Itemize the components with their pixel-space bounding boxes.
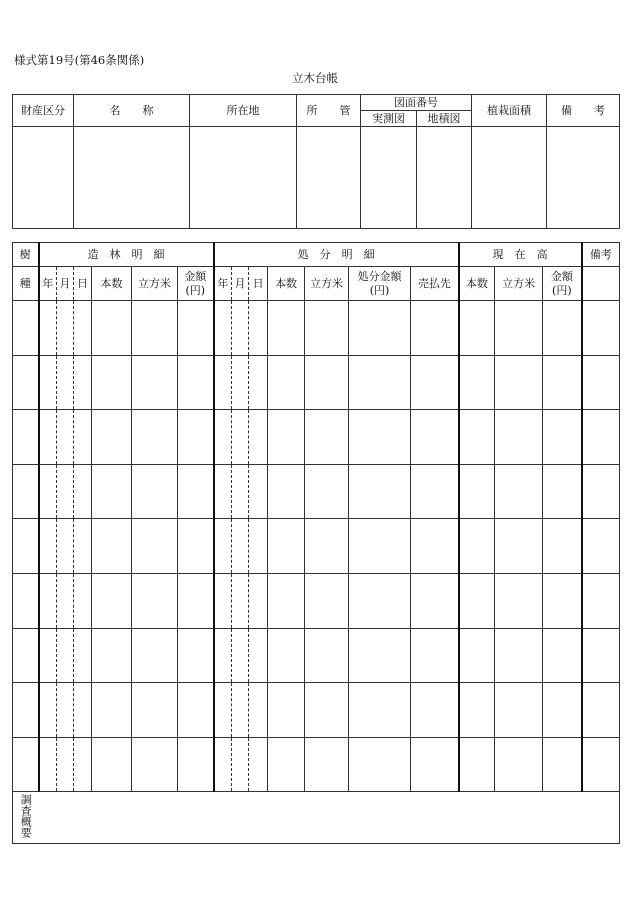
ledger-cell[interactable] (582, 519, 620, 574)
ledger-cell[interactable] (132, 410, 178, 465)
ledger-cell[interactable] (178, 464, 214, 519)
ledger-cell[interactable] (411, 683, 459, 738)
ledger-cell[interactable] (582, 737, 620, 792)
ledger-cell[interactable] (178, 683, 214, 738)
ledger-cell[interactable] (214, 737, 232, 792)
ledger-cell[interactable] (13, 355, 39, 410)
ledger-cell[interactable] (543, 628, 582, 683)
ledger-cell[interactable] (582, 683, 620, 738)
cell-remarks[interactable] (547, 127, 620, 229)
ledger-cell[interactable] (13, 683, 39, 738)
header-year: 年 (39, 267, 57, 301)
header-tree-type: 樹 (13, 243, 39, 267)
ledger-cell[interactable] (39, 573, 57, 628)
ledger-cell[interactable] (57, 301, 74, 356)
ledger-cell[interactable] (57, 519, 74, 574)
table-row (13, 573, 620, 628)
header-map-number: 図面番号 (361, 95, 472, 111)
ledger-cell[interactable] (495, 355, 543, 410)
header-amount: 金額 (円) (543, 267, 582, 301)
ledger-cell[interactable] (582, 355, 620, 410)
header-year: 年 (214, 267, 232, 301)
ledger-cell[interactable] (74, 355, 92, 410)
ledger-cell[interactable] (178, 410, 214, 465)
ledger-cell[interactable] (132, 355, 178, 410)
table-row (13, 464, 620, 519)
ledger-cell[interactable] (495, 301, 543, 356)
property-entry-row (13, 127, 620, 229)
ledger-cell[interactable] (582, 628, 620, 683)
header-amount: 金額 (円) (178, 267, 214, 301)
header-location: 所在地 (190, 95, 297, 127)
ledger-cell[interactable] (349, 519, 411, 574)
ledger-cell[interactable] (459, 301, 495, 356)
ledger-cell[interactable] (305, 519, 349, 574)
header-jurisdiction: 所 管 (297, 95, 361, 127)
ledger-cell[interactable] (214, 464, 232, 519)
survey-summary-label: 調査概要 (19, 794, 33, 839)
ledger-cell[interactable] (305, 355, 349, 410)
ledger-cell[interactable] (74, 410, 92, 465)
header-day: 日 (249, 267, 268, 301)
ledger-cell[interactable] (349, 355, 411, 410)
ledger-cell[interactable] (249, 410, 268, 465)
ledger-cell[interactable] (349, 464, 411, 519)
ledger-cell[interactable] (57, 573, 74, 628)
ledger-cell[interactable] (349, 683, 411, 738)
header-planted-area: 植栽面積 (472, 95, 547, 127)
ledger-cell[interactable] (459, 519, 495, 574)
ledger-cell[interactable] (411, 737, 459, 792)
ledger-cell[interactable] (92, 519, 132, 574)
ledger-cell[interactable] (495, 628, 543, 683)
header-day: 日 (74, 267, 92, 301)
header-remarks: 備考 (582, 243, 620, 267)
ledger-cell[interactable] (495, 737, 543, 792)
ledger-cell[interactable] (305, 573, 349, 628)
ledger-cell[interactable] (249, 301, 268, 356)
ledger-cell[interactable] (411, 628, 459, 683)
header-count: 本数 (92, 267, 132, 301)
header-month: 月 (232, 267, 249, 301)
ledger-cell[interactable] (495, 573, 543, 628)
survey-summary-cell[interactable] (13, 792, 620, 844)
ledger-cell[interactable] (57, 355, 74, 410)
cell-survey-map[interactable] (361, 127, 417, 229)
header-remarks-blank (582, 267, 620, 301)
header-tree-type-2: 種 (13, 267, 39, 301)
ledger-cell[interactable] (214, 573, 232, 628)
header-current: 現 在 高 (459, 243, 582, 267)
ledger-cell[interactable] (349, 573, 411, 628)
ledger-cell[interactable] (459, 464, 495, 519)
ledger-cell[interactable] (132, 301, 178, 356)
ledger-cell[interactable] (305, 464, 349, 519)
header-cadastral-map: 地積図 (417, 111, 472, 127)
ledger-cell[interactable] (92, 573, 132, 628)
ledger-cell[interactable] (39, 737, 57, 792)
ledger-cell[interactable] (543, 301, 582, 356)
ledger-cell[interactable] (57, 683, 74, 738)
ledger-cell[interactable] (249, 628, 268, 683)
ledger-cell[interactable] (74, 683, 92, 738)
ledger-cell[interactable] (268, 410, 305, 465)
header-property-class: 財産区分 (13, 95, 74, 127)
ledger-cell[interactable] (214, 519, 232, 574)
header-afforestation: 造 林 明 細 (39, 243, 214, 267)
ledger-cell[interactable] (74, 737, 92, 792)
ledger-cell[interactable] (232, 301, 249, 356)
ledger-cell[interactable] (268, 301, 305, 356)
header-remarks: 備 考 (547, 95, 620, 127)
ledger-cell[interactable] (459, 410, 495, 465)
table-row (13, 683, 620, 738)
ledger-cell[interactable] (249, 573, 268, 628)
ledger-cell[interactable] (92, 301, 132, 356)
ledger-cell[interactable] (582, 573, 620, 628)
ledger-cell[interactable] (39, 301, 57, 356)
document-title: 立木台帳 (292, 71, 338, 85)
ledger-cell[interactable] (232, 464, 249, 519)
ledger-cell[interactable] (178, 355, 214, 410)
ledger-cell[interactable] (92, 355, 132, 410)
ledger-cell[interactable] (13, 573, 39, 628)
ledger-cell[interactable] (411, 464, 459, 519)
table-row (13, 355, 620, 410)
ledger-cell[interactable] (92, 737, 132, 792)
header-disposal: 処 分 明 細 (214, 243, 459, 267)
ledger-cell[interactable] (582, 410, 620, 465)
ledger-cell[interactable] (132, 737, 178, 792)
ledger-cell[interactable] (39, 628, 57, 683)
ledger-cell[interactable] (92, 628, 132, 683)
cell-property-class[interactable] (13, 127, 74, 229)
ledger-cell[interactable] (214, 355, 232, 410)
ledger-cell[interactable] (13, 410, 39, 465)
ledger-cell[interactable] (178, 628, 214, 683)
ledger-cell[interactable] (349, 737, 411, 792)
ledger-cell[interactable] (57, 464, 74, 519)
ledger-cell[interactable] (92, 464, 132, 519)
ledger-cell[interactable] (411, 301, 459, 356)
ledger-cell[interactable] (132, 519, 178, 574)
ledger-cell[interactable] (39, 464, 57, 519)
ledger-cell[interactable] (232, 737, 249, 792)
ledger-cell[interactable] (74, 464, 92, 519)
ledger-cell[interactable] (132, 628, 178, 683)
ledger-cell[interactable] (74, 628, 92, 683)
ledger-cell[interactable] (13, 301, 39, 356)
ledger-cell[interactable] (543, 573, 582, 628)
ledger-cell[interactable] (74, 573, 92, 628)
ledger-cell[interactable] (232, 628, 249, 683)
header-month: 月 (57, 267, 74, 301)
ledger-cell[interactable] (74, 519, 92, 574)
ledger-cell[interactable] (214, 683, 232, 738)
ledger-cell[interactable] (495, 410, 543, 465)
ledger-cell[interactable] (305, 410, 349, 465)
ledger-cell[interactable] (268, 573, 305, 628)
ledger-cell[interactable] (132, 683, 178, 738)
ledger-cell[interactable] (132, 464, 178, 519)
ledger-cell[interactable] (232, 683, 249, 738)
ledger-cell[interactable] (459, 628, 495, 683)
ledger-cell[interactable] (582, 464, 620, 519)
ledger-cell[interactable] (39, 355, 57, 410)
header-count: 本数 (459, 267, 495, 301)
ledger-cell[interactable] (543, 355, 582, 410)
table-row (13, 301, 620, 356)
ledger-cell[interactable] (305, 628, 349, 683)
ledger-cell[interactable] (305, 737, 349, 792)
header-name: 名 称 (74, 95, 190, 127)
table-row (13, 737, 620, 792)
ledger-cell[interactable] (411, 355, 459, 410)
ledger-cell[interactable] (214, 301, 232, 356)
ledger-cell[interactable] (411, 573, 459, 628)
ledger-rows (13, 301, 620, 792)
ledger-cell[interactable] (459, 737, 495, 792)
ledger-cell[interactable] (178, 519, 214, 574)
ledger-cell[interactable] (459, 355, 495, 410)
ledger-cell[interactable] (268, 519, 305, 574)
cell-planted-area[interactable] (472, 127, 547, 229)
ledger-cell[interactable] (57, 737, 74, 792)
ledger-cell[interactable] (13, 464, 39, 519)
ledger-cell[interactable] (543, 464, 582, 519)
ledger-cell[interactable] (268, 464, 305, 519)
ledger-cell[interactable] (232, 573, 249, 628)
ledger-cell[interactable] (411, 519, 459, 574)
cell-location[interactable] (190, 127, 297, 229)
header-cubic-m: 立方米 (132, 267, 178, 301)
header-survey-map: 実測図 (361, 111, 417, 127)
header-buyer: 売払先 (411, 267, 459, 301)
ledger-cell[interactable] (543, 519, 582, 574)
ledger-cell[interactable] (268, 683, 305, 738)
ledger-cell[interactable] (495, 464, 543, 519)
ledger-cell[interactable] (249, 737, 268, 792)
cell-cadastral-map[interactable] (417, 127, 472, 229)
ledger-cell[interactable] (178, 573, 214, 628)
ledger-cell[interactable] (214, 628, 232, 683)
ledger-cell[interactable] (268, 737, 305, 792)
ledger-cell[interactable] (249, 683, 268, 738)
ledger-cell[interactable] (57, 628, 74, 683)
ledger-cell[interactable] (249, 519, 268, 574)
header-cubic-m: 立方米 (495, 267, 543, 301)
ledger-cell[interactable] (249, 464, 268, 519)
ledger-cell[interactable] (268, 355, 305, 410)
ledger-cell[interactable] (74, 301, 92, 356)
ledger-cell[interactable] (411, 410, 459, 465)
ledger-cell[interactable] (92, 683, 132, 738)
cell-jurisdiction[interactable] (297, 127, 361, 229)
ledger-cell[interactable] (39, 683, 57, 738)
ledger-cell[interactable] (178, 301, 214, 356)
ledger-cell[interactable] (232, 410, 249, 465)
ledger-cell[interactable] (495, 519, 543, 574)
ledger-cell[interactable] (13, 737, 39, 792)
ledger-cell[interactable] (57, 410, 74, 465)
ledger-cell[interactable] (132, 573, 178, 628)
header-cubic-m: 立方米 (305, 267, 349, 301)
ledger-cell[interactable] (459, 683, 495, 738)
ledger-cell[interactable] (349, 301, 411, 356)
ledger-cell[interactable] (232, 355, 249, 410)
ledger-cell[interactable] (13, 519, 39, 574)
table-row (13, 410, 620, 465)
ledger-cell[interactable] (495, 683, 543, 738)
ledger-cell[interactable] (459, 573, 495, 628)
property-info-table (12, 94, 620, 229)
ledger-cell[interactable] (543, 683, 582, 738)
ledger-cell[interactable] (543, 737, 582, 792)
header-count: 本数 (268, 267, 305, 301)
header-disposal-amount: 処分金額 (円) (349, 267, 411, 301)
table-row (13, 628, 620, 683)
ledger-cell[interactable] (268, 628, 305, 683)
ledger-cell[interactable] (232, 519, 249, 574)
ledger-cell[interactable] (305, 301, 349, 356)
ledger-cell[interactable] (39, 410, 57, 465)
ledger-cell[interactable] (13, 628, 39, 683)
ledger-cell[interactable] (214, 410, 232, 465)
table-row (13, 519, 620, 574)
tree-ledger-table (12, 242, 620, 844)
ledger-cell[interactable] (582, 301, 620, 356)
form-number-label: 様式第19号(第46条関係) (14, 53, 145, 67)
ledger-cell[interactable] (249, 355, 268, 410)
ledger-cell[interactable] (543, 410, 582, 465)
ledger-cell[interactable] (349, 410, 411, 465)
cell-name[interactable] (74, 127, 190, 229)
ledger-cell[interactable] (305, 683, 349, 738)
ledger-cell[interactable] (92, 410, 132, 465)
ledger-cell[interactable] (349, 628, 411, 683)
ledger-cell[interactable] (39, 519, 57, 574)
ledger-cell[interactable] (178, 737, 214, 792)
